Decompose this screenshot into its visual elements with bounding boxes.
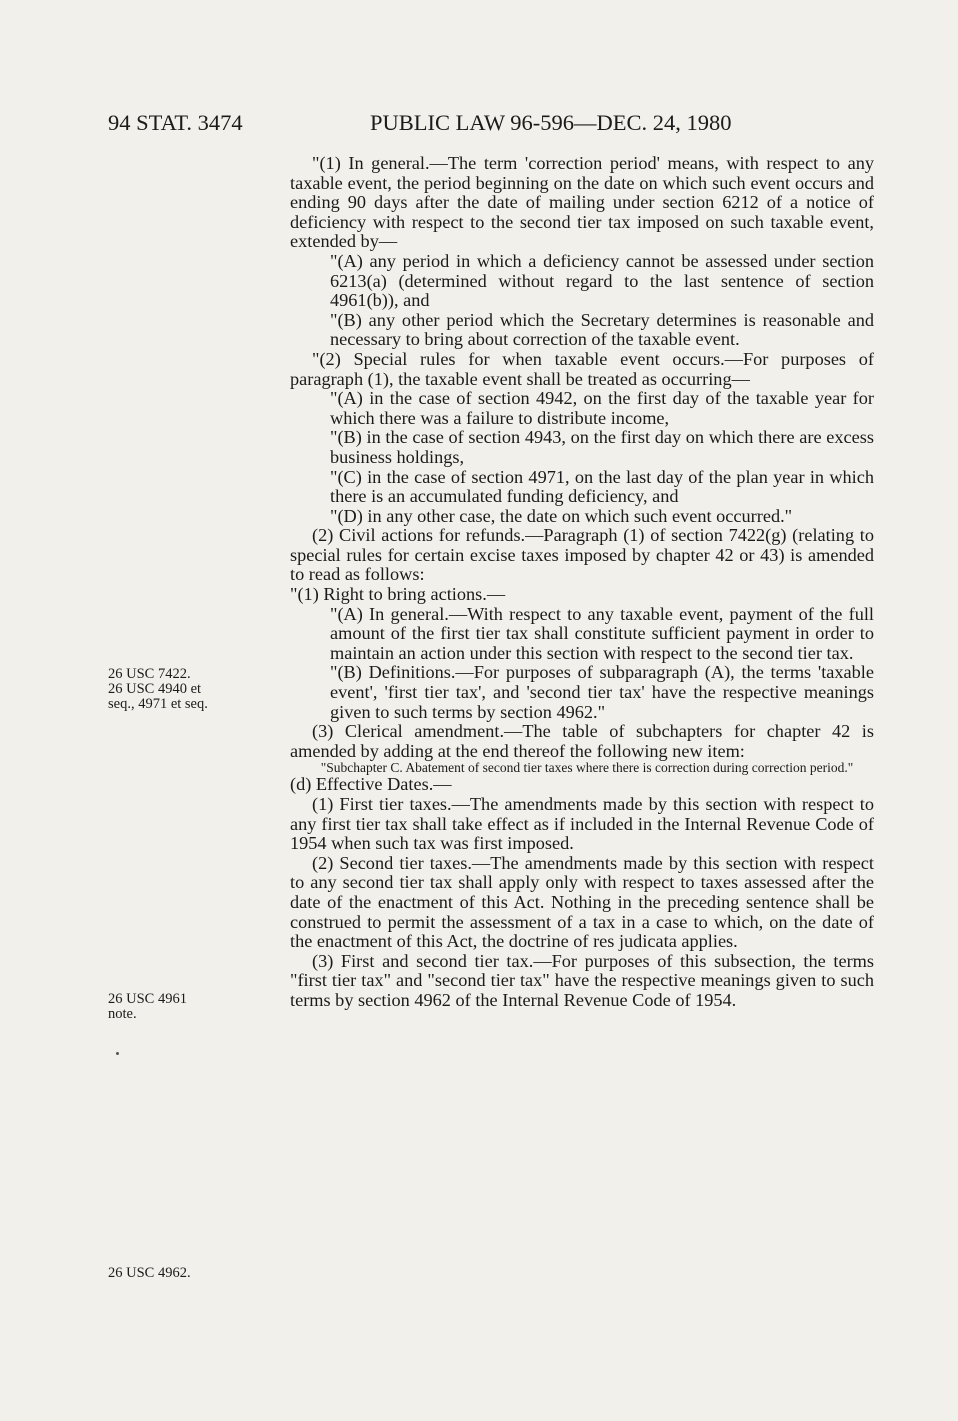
subparagraph-2a: "(A) in the case of section 4942, on the first day of the taxable year for which there was a failure to distribute income, <box>330 388 874 428</box>
paragraph-second-tier-taxes: (2) Second tier taxes.—The amendments made by this section with respect to any second tier tax shall apply only with respect to taxes assessed after the date of the enactment of this Act. Nothing in the preceding sentence shall be construed to permit the assessment of a tax in a case to which, on the date of the enactment of this Act, the doctrine of res judicata applies. <box>290 852 874 952</box>
margin-note-line: 26 USC 4940 et <box>108 681 202 697</box>
subparagraph-1b: "(B) any other period which the Secretary determines is reasonable and necessary to bring about correction of the taxable event. <box>330 309 874 350</box>
statute-body <box>290 154 874 1011</box>
heading-effective-dates: (d) Effective Dates.— <box>290 774 452 795</box>
margin-note-line: seq., 4971 et seq. <box>108 696 208 712</box>
margin-note-usc-4961 <box>108 992 258 1022</box>
subparagraph-2b: "(B) in the case of section 4943, on the first day on which there are excess business holdings, <box>330 427 874 467</box>
paragraph-first-tier-taxes: (1) First tier taxes.—The amendments made by this section with respect to any first tier tax shall take effect as if included in the Internal Revenue Code of 1954 when such tax was first imposed. <box>290 794 874 854</box>
public-law-heading: PUBLIC LAW 96-596—DEC. 24, 1980 <box>370 110 732 135</box>
paragraph-clerical-amendment: (3) Clerical amendment.—The table of subchapters for chapter 42 is amended by adding at the end thereof the following new item: <box>290 721 874 761</box>
paragraph-special-rules: "(2) Special rules for when taxable event occurs.—For purposes of paragraph (1), the taxable event shall be treated as occurring— <box>290 348 874 389</box>
margin-note-usc-7422 <box>108 667 258 712</box>
subchapter-table-item: "Subchapter C. Abatement of second tier taxes where there is correction during correction period." <box>320 760 854 776</box>
margin-note-line: 26 USC 4962. <box>108 1265 191 1281</box>
stat-citation: 94 STAT. 3474 <box>108 110 243 135</box>
paragraph-civil-actions: (2) Civil actions for refunds.—Paragraph (1) of section 7422(g) (relating to special rules for certain excise taxes imposed by chapter 42 or 43) is amended to read as follows: <box>290 525 874 585</box>
paragraph-in-general: "(1) In general.—The term 'correction period' means, with respect to any taxable event, the period beginning on the date on which such event occurs and ending 90 days after the date of mailing under section 6212 of a notice of deficiency with respect to the second tier tax imposed on such taxable event, extended by— <box>290 153 874 252</box>
subparagraph-definitions: "(B) Definitions.—For purposes of subparagraph (A), the terms 'taxable event', 'first tier tax', and 'second tier tax' have the respective meanings given to such terms by section 4962." <box>330 662 874 722</box>
paragraph-first-and-second-tier-tax: (3) First and second tier tax.—For purposes of this subsection, the terms "first tier tax" and "second tier tax" have the respective meanings given to such terms by section 4962 of the Internal Revenue Code of 1954. <box>290 950 874 1010</box>
subparagraph-in-general: "(A) In general.—With respect to any taxable event, payment of the full amount of the first tier tax shall constitute sufficient payment in order to maintain an action under this section with respect to the second tier tax. <box>330 603 874 663</box>
margin-mark <box>116 1052 119 1055</box>
subparagraph-1a: "(A) any period in which a deficiency cannot be assessed under section 6213(a) (determined without regard to the last sentence of section 4961(b)), and <box>330 250 874 311</box>
subparagraph-2c: "(C) in the case of section 4971, on the last day of the plan year in which there is an accumulated funding deficiency, and <box>330 466 874 507</box>
margin-note-line: note. <box>108 1006 137 1022</box>
paragraph-right-to-bring-actions: "(1) Right to bring actions.— <box>290 584 506 605</box>
margin-note-usc-4962 <box>108 1266 258 1281</box>
margin-note-line: 26 USC 4961 <box>108 991 187 1007</box>
margin-note-line: 26 USC 7422. <box>108 666 191 682</box>
subparagraph-2d: "(D) in any other case, the date on which such event occurred." <box>330 505 793 526</box>
